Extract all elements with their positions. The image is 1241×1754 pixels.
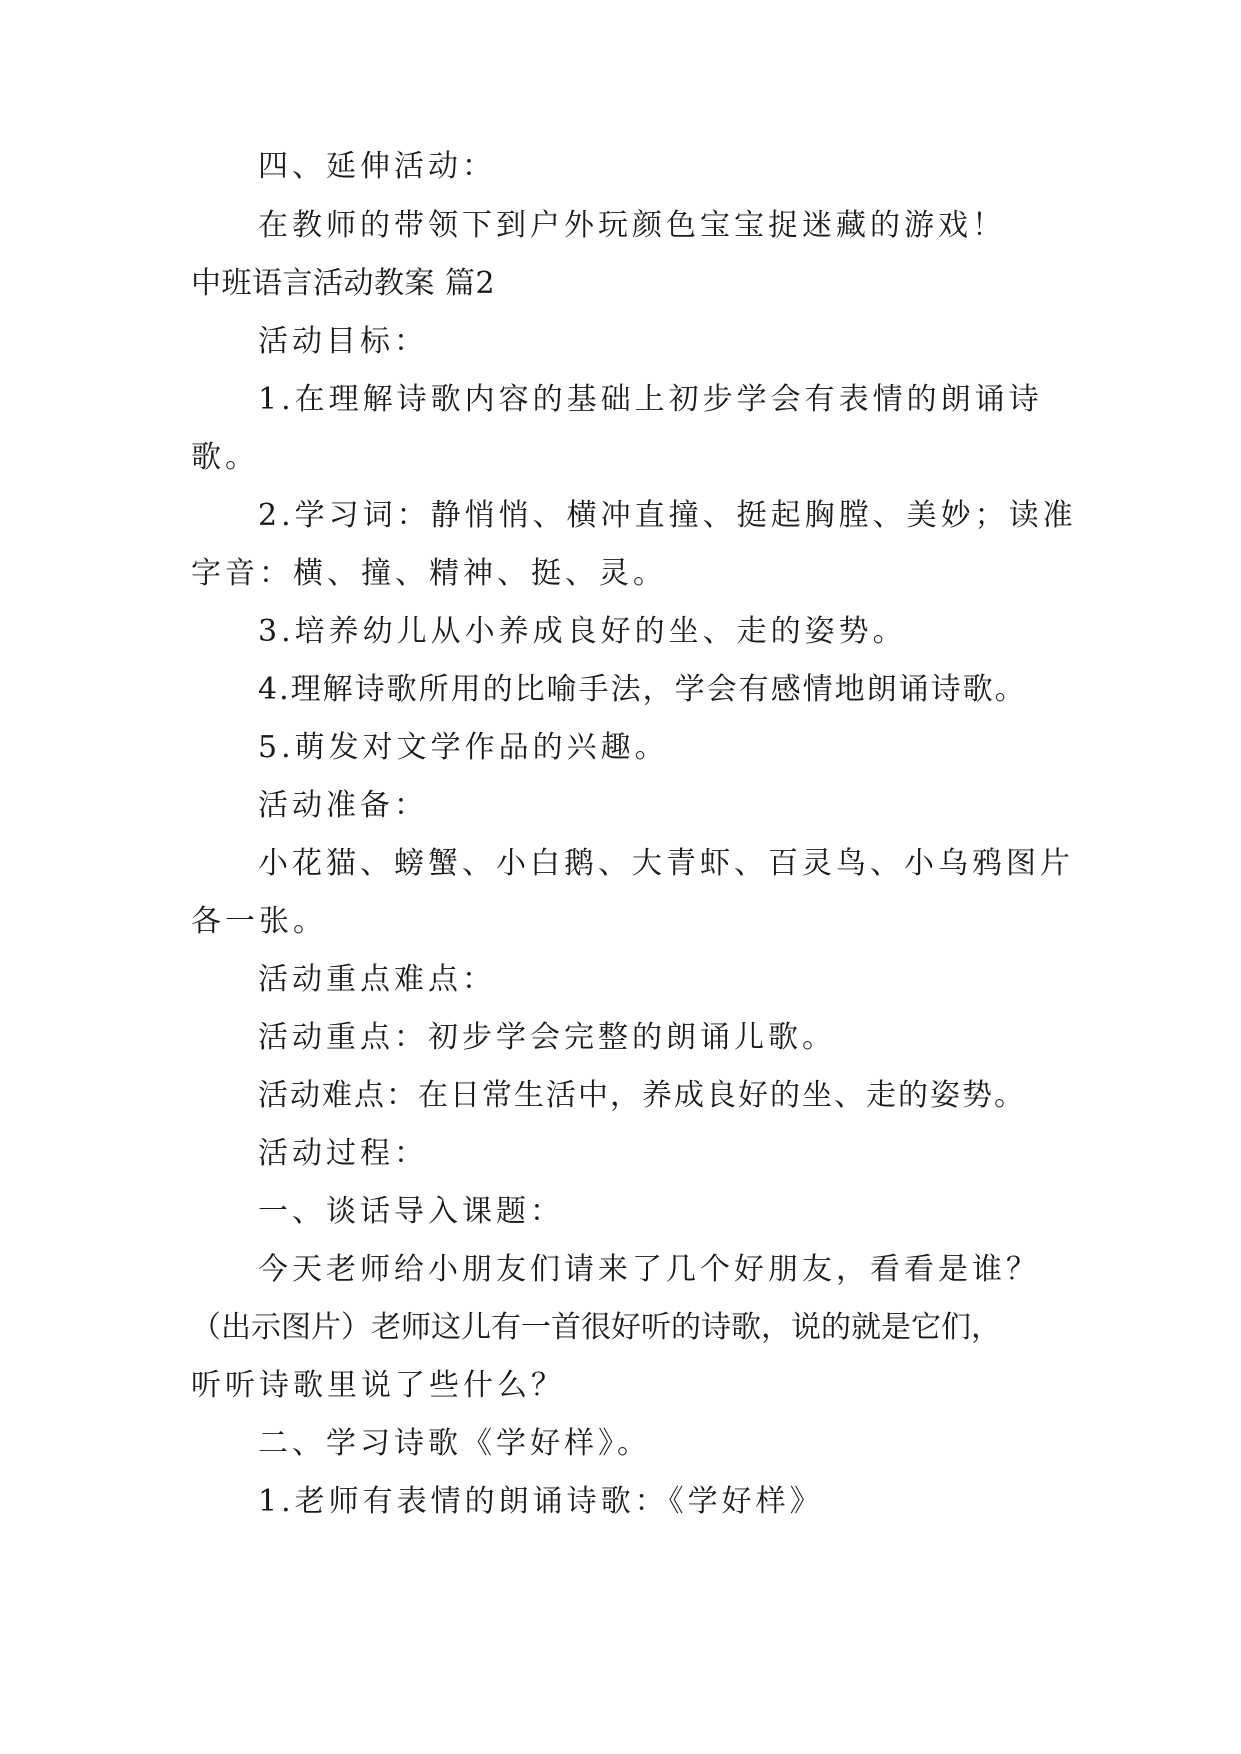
paragraph-line: 4.理解诗歌所用的比喻手法，学会有感情地朗诵诗歌。 <box>258 672 1027 707</box>
paragraph-line: 歌。 <box>191 440 259 475</box>
paragraph-line: 1.在理解诗歌内容的基础上初步学会有表情的朗诵诗 <box>258 382 1043 417</box>
paragraph-line: 在教师的带领下到户外玩颜色宝宝捉迷藏的游戏！ <box>258 208 1006 243</box>
section-heading-intro: 一、谈话导入课题： <box>258 1194 564 1229</box>
paragraph-line: 今天老师给小朋友们请来了几个好朋友，看看是谁？ <box>258 1252 1040 1287</box>
section-heading-goals: 活动目标： <box>258 324 428 359</box>
section-heading-preparation: 活动准备： <box>258 788 428 823</box>
section-heading-learn-poem: 二、学习诗歌《学好样》。 <box>258 1426 651 1461</box>
paragraph-line: 活动难点：在日常生活中，养成良好的坐、走的姿势。 <box>258 1078 1026 1113</box>
paragraph-line: （出示图片）老师这儿有一首很好听的诗歌，说的就是它们， <box>191 1310 1001 1345</box>
paragraph-line: 小花猫、螃蟹、小白鹅、大青虾、百灵鸟、小乌鸦图片 <box>258 846 1074 881</box>
section-heading-process: 活动过程： <box>258 1136 428 1171</box>
paragraph-line: 2.学习词：静悄悄、横冲直撞、挺起胸膛、美妙；读准 <box>258 498 1077 533</box>
section-heading-extension: 四、延伸活动： <box>258 149 496 184</box>
paragraph-line: 1.老师有表情的朗诵诗歌：《学好样》 <box>258 1484 824 1519</box>
section-heading-key-points: 活动重点难点： <box>258 962 496 997</box>
paragraph-line: 活动重点：初步学会完整的朗诵儿歌。 <box>258 1020 836 1055</box>
paragraph-line: 听听诗歌里说了些什么？ <box>191 1368 565 1403</box>
paragraph-line: 3.培养幼儿从小养成良好的坐、走的姿势。 <box>258 614 907 649</box>
paragraph-line: 各一张。 <box>191 904 327 939</box>
paragraph-line: 5.萌发对文学作品的兴趣。 <box>258 730 669 765</box>
article-title: 中班语言活动教案 篇2 <box>191 266 496 301</box>
paragraph-line: 字音：横、撞、精神、挺、灵。 <box>191 556 667 591</box>
